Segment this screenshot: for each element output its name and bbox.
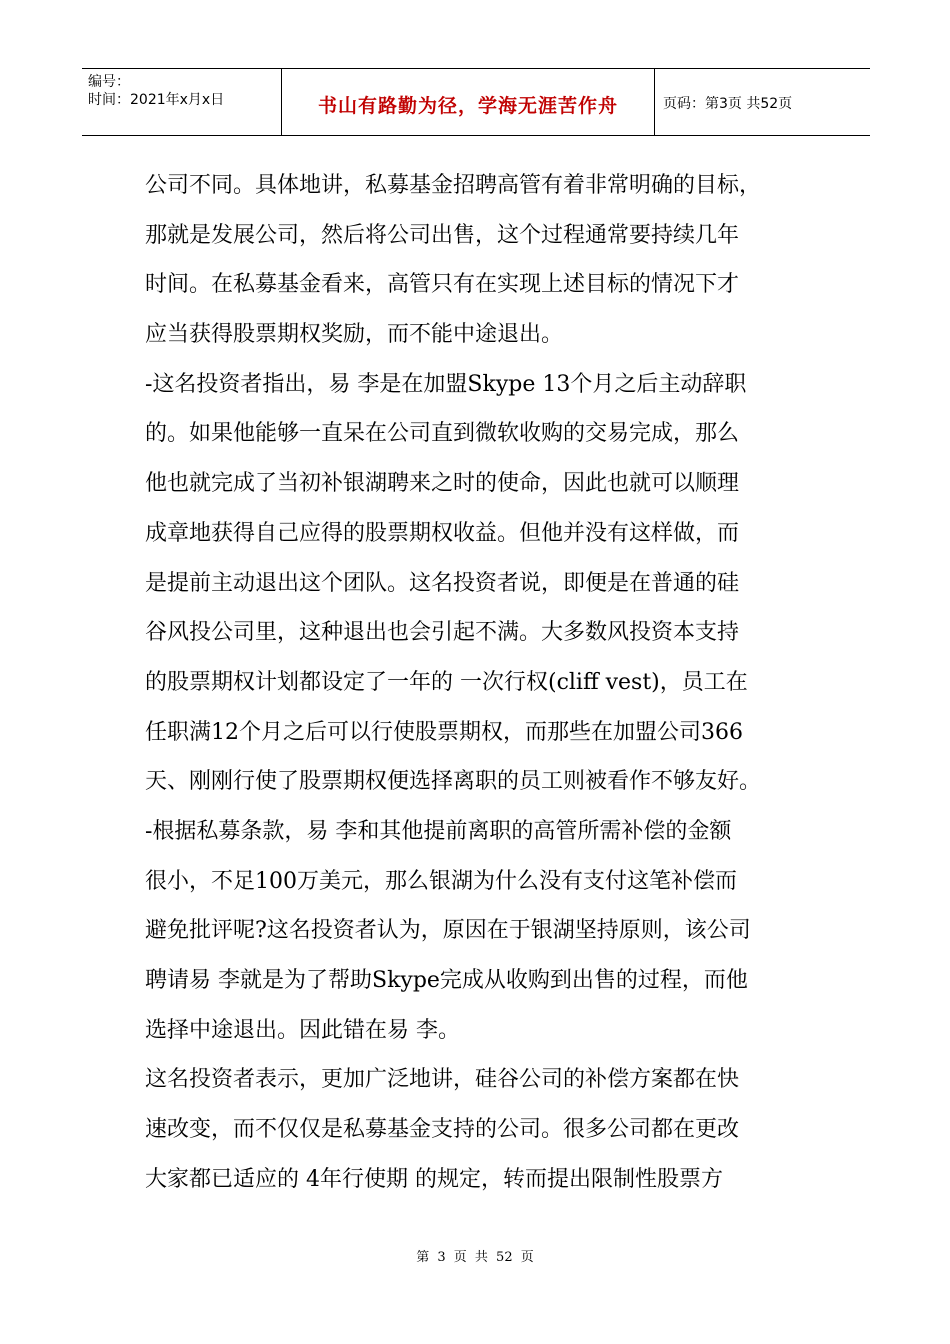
header-page-info: 页码：第3页 共52页 — [663, 96, 793, 112]
text-line: 谷风投公司里，这种退出也会引起不满。大多数风投资本支持 — [145, 620, 740, 646]
text-line: 成章地获得自己应得的股票期权收益。但他并没有这样做，而 — [145, 520, 740, 546]
page-header — [82, 68, 870, 136]
number-label: 编号： — [88, 74, 130, 90]
text-line: 应当获得股票期权奖励，而不能中途退出。 — [145, 322, 564, 348]
header-meta — [82, 69, 282, 135]
document-body — [145, 161, 815, 1204]
text-line: 天、刚刚行使了股票期权便选择离职的员工则被看作不够友好。 — [145, 769, 762, 795]
text-line: 很小，不足100万美元，那么银湖为什么没有支付这笔补偿而 — [145, 868, 737, 894]
text-line: 聘请易 李就是为了帮助Skype完成从收购到出售的过程，而他 — [145, 968, 748, 993]
text-line: 公司不同。具体地讲，私募基金招聘高管有着非常明确的目标， — [145, 173, 762, 198]
text-line: 选择中途退出。因此错在易 李。 — [145, 1017, 460, 1043]
text-line: 是提前主动退出这个团队。这名投资者说，即便是在普通的硅 — [145, 570, 740, 596]
text-line: 这名投资者表示，更加广泛地讲，硅谷公司的补偿方案都在快 — [145, 1067, 740, 1093]
text-line: 他也就完成了当初补银湖聘来之时的使命，因此也就可以顺理 — [145, 471, 740, 497]
text-line: 避免批评呢?这名投资者认为，原因在于银湖坚持原则，该公司 — [145, 918, 751, 944]
text-line: 速改变，而不仅仅是私募基金支持的公司。很多公司都在更改 — [145, 1117, 740, 1143]
text-line: 时间。在私募基金看来，高管只有在实现上述目标的情况下才 — [145, 272, 740, 298]
text-line: -这名投资者指出，易 李是在加盟Skype 13个月之后主动辞职 — [145, 371, 747, 397]
text-line: 的。如果他能够一直呆在公司直到微软收购的交易完成，那么 — [145, 421, 740, 447]
text-line: 那就是发展公司，然后将公司出售，这个过程通常要持续几年 — [145, 222, 740, 248]
text-line: 任职满12个月之后可以行使股票期权，而那些在加盟公司366 — [145, 719, 743, 745]
text-line: 的股票期权计划都设定了一年的 一次行权(cliff vest)，员工在 — [145, 669, 748, 695]
page-footer: 第 3 页 共 52 页 — [416, 1250, 534, 1265]
header-motto: 书山有路勤为径，学海无涯苦作舟 — [282, 69, 655, 135]
text-line: -根据私募条款，易 李和其他提前离职的高管所需补偿的金额 — [145, 818, 732, 844]
text-line: 大家都已适应的 4年行使期 的规定，转而提出限制性股票方 — [145, 1166, 723, 1192]
time-label: 时间：2021年x月x日 — [88, 92, 225, 108]
